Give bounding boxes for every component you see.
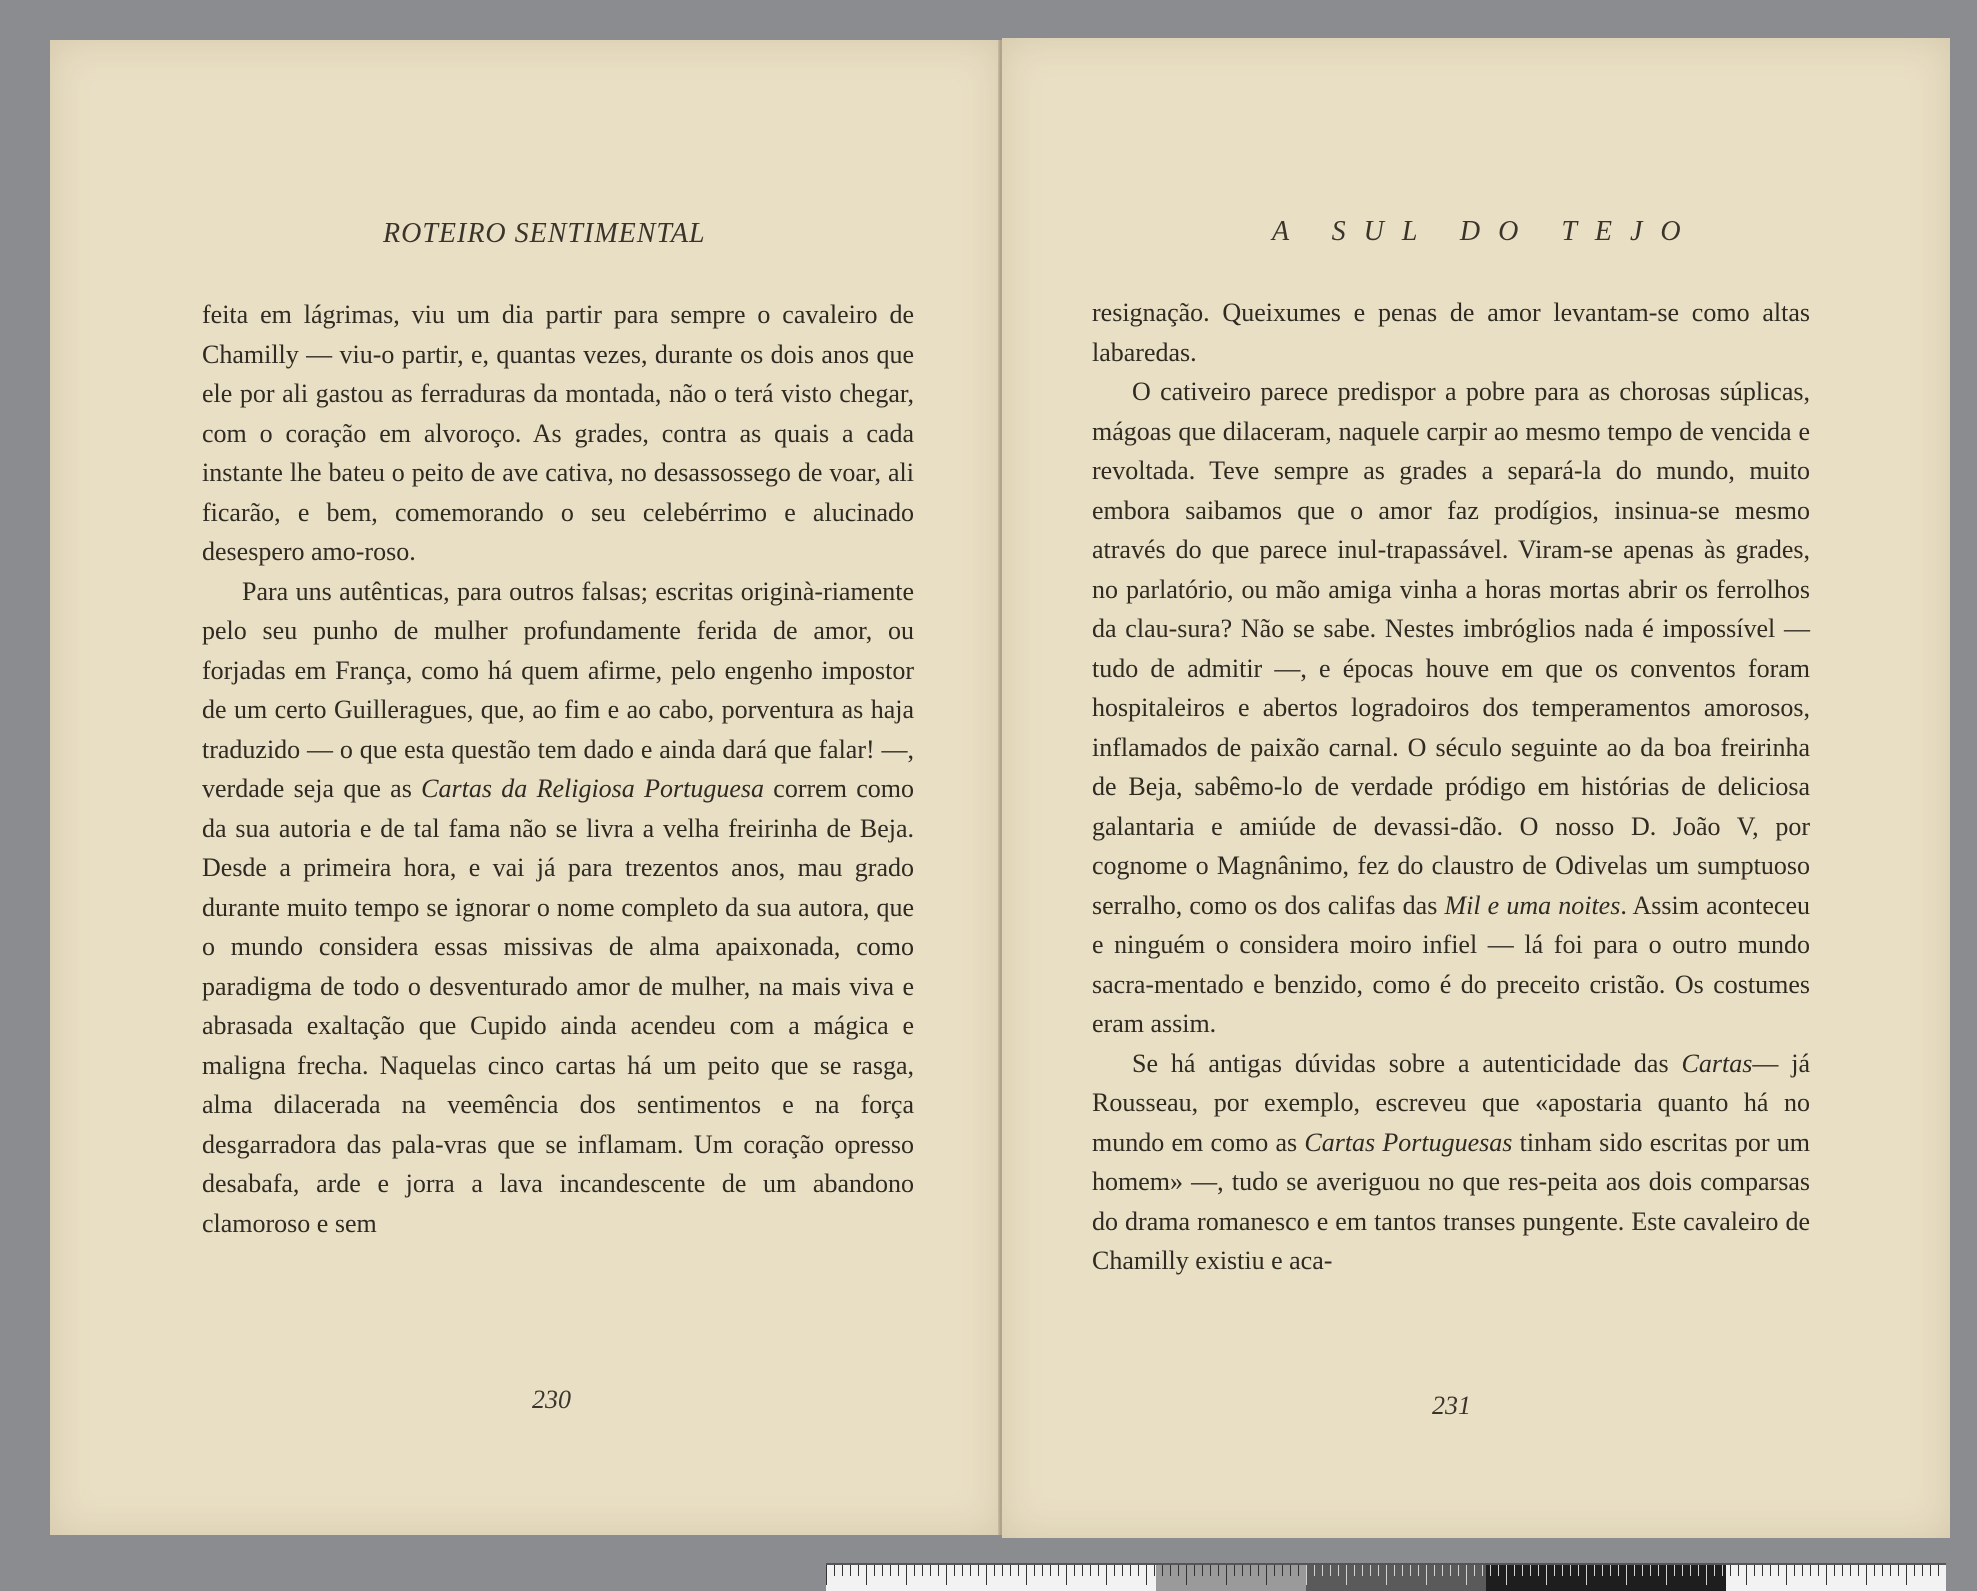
ruler-tick	[1394, 1565, 1395, 1576]
ruler-tick	[1026, 1565, 1027, 1585]
ruler-shade-block	[1306, 1565, 1486, 1591]
ruler-tick	[1106, 1565, 1107, 1585]
ruler-tick	[1098, 1565, 1099, 1576]
ruler-tick	[938, 1565, 939, 1576]
ruler-tick	[1538, 1565, 1539, 1576]
ruler-tick	[1066, 1565, 1067, 1585]
ruler-tick	[1858, 1565, 1859, 1576]
ruler-tick	[1506, 1565, 1507, 1585]
ruler-tick	[1498, 1565, 1499, 1576]
ruler-tick	[1722, 1565, 1723, 1576]
scale-ruler	[826, 1563, 1946, 1591]
ruler-tick	[1650, 1565, 1651, 1576]
ruler-tick	[1578, 1565, 1579, 1576]
ruler-tick	[1034, 1565, 1035, 1576]
ruler-tick	[1706, 1565, 1707, 1585]
book-title-cartas: Cartas	[1681, 1048, 1753, 1078]
ruler-tick	[1218, 1565, 1219, 1576]
ruler-tick	[898, 1565, 899, 1576]
ruler-tick	[1794, 1565, 1795, 1576]
ruler-tick	[994, 1565, 995, 1576]
ruler-tick	[1266, 1565, 1267, 1585]
ruler-tick	[1658, 1565, 1659, 1576]
ruler-tick	[1146, 1565, 1147, 1585]
ruler-tick	[1042, 1565, 1043, 1576]
ruler-tick	[1434, 1565, 1435, 1576]
ruler-tick	[1466, 1565, 1467, 1585]
page-number-left: 230	[532, 1385, 571, 1414]
ruler-tick	[1770, 1565, 1771, 1576]
ruler-tick	[1898, 1565, 1899, 1576]
ruler-tick	[1698, 1565, 1699, 1576]
ruler-tick	[1082, 1565, 1083, 1576]
ruler-tick	[1050, 1565, 1051, 1576]
right-paragraph-3: Se há antigas dúvidas sobre a autenticidade das Cartas— já Rousseau, por exemplo, escreveu que «apostaria quanto há no mundo em como as Cartas Portuguesas tinham sido escritas por um homem» —, tudo se averiguou no que res-peita aos dois comparsas do drama romanesco e em tantos transes pungente. Este cavaleiro de Chamilly existiu e aca-	[1092, 1048, 1811, 1275]
ruler-tick	[1626, 1565, 1627, 1585]
ruler-tick	[1810, 1565, 1811, 1576]
ruler-tick	[1074, 1565, 1075, 1576]
ruler-tick	[946, 1565, 947, 1585]
ruler-tick	[1922, 1565, 1923, 1576]
ruler-tick	[1906, 1565, 1907, 1585]
ruler-tick	[1490, 1565, 1491, 1576]
ruler-tick	[1002, 1565, 1003, 1576]
right-paragraph-2: O cativeiro parece predispor a pobre para as chorosas súplicas, mágoas que dilaceram, naquele carpir ao mesmo tempo de vencida e revoltada. Teve sempre as grades a separá-la do mundo, muito embora saibamos que o amor faz prodígios, insinua-se mesmo através do que parece inul-trapassável. Viram-se apenas às grades, no parlatório, ou mão amiga vinha a horas mortas abrir os ferrolhos da clau-sura? Não se sabe. Nestes imbróglios nada é impossível — tudo de admitir —, e épocas houve em que os conventos foram hospitaleiros e abertos logradoiros dos temperamentos amorosos, inflamados de paixão carnal. O século seguinte ao da boa freirinha de Beja, sabêmo-lo de verdade pródigo em histórias de deliciosa galantaria e amiúde de devassi-dão. O nosso D. João V, por cognome o Magnânimo, fez do claustro de Odivelas um sumptuoso serralho, como os dos califas das Mil e uma noites. Assim aconteceu e ninguém o considera moiro infiel — lá foi para o outro mundo sacra-mentado e benzido, como é do preceito cristão. Os costumes eram assim.	[1092, 377, 1811, 1038]
ruler-tick	[1426, 1565, 1427, 1585]
page-number-right: 231	[1432, 1391, 1471, 1420]
ruler-tick	[1842, 1565, 1843, 1576]
book-title-mil-e-uma-noites: Mil e uma noites	[1444, 890, 1621, 920]
ruler-tick	[1786, 1565, 1787, 1585]
ruler-tick	[1914, 1565, 1915, 1576]
ruler-tick	[1818, 1565, 1819, 1576]
ruler-tick	[1298, 1565, 1299, 1576]
ruler-tick	[1242, 1565, 1243, 1576]
left-page-body	[202, 295, 914, 1243]
ruler-tick	[866, 1565, 867, 1585]
ruler-tick	[1618, 1565, 1619, 1576]
ruler-tick	[1130, 1565, 1131, 1576]
ruler-tick	[1354, 1565, 1355, 1576]
ruler-tick	[954, 1565, 955, 1576]
ruler-tick	[1546, 1565, 1547, 1585]
right-page	[1002, 38, 1950, 1538]
ruler-tick	[1202, 1565, 1203, 1576]
ruler-tick	[1306, 1565, 1307, 1585]
ruler-tick	[1194, 1565, 1195, 1576]
ruler-tick	[1562, 1565, 1563, 1576]
ruler-tick	[1410, 1565, 1411, 1576]
ruler-tick	[1114, 1565, 1115, 1576]
ruler-tick	[1754, 1565, 1755, 1576]
ruler-tick	[1522, 1565, 1523, 1576]
left-paragraph-2: Para uns autênticas, para outros falsas; escritas originà-riamente pelo seu punho de mulher profundamente ferida de amor, ou forjadas em França, como há quem afirme, pelo engenho impostor de um certo Guilleragues, que, ao fim e ao cabo, porventura as haja traduzido — o que esta questão tem dado e ainda dará que falar! —, verdade seja que as Cartas da Religiosa Portuguesa correm como da sua autoria e de tal fama não se livra a velha freirinha de Beja. Desde a primeira hora, e vai já para trezentos anos, mau grado durante muito tempo se ignorar o nome completo da sua autora, que o mundo considera essas missivas de alma apaixonada, como paradigma de todo o desventurado amor de mulher, na mais viva e abrasada exaltação que Cupido ainda acendeu com a mágica e maligna frecha. Naquelas cinco cartas há um peito que se rasga, alma dilacerada na veemência dos sentimentos e na força desgarradora das pala-vras que se inflamam. Um coração opresso desabafa, arde e jorra a lava incandescente de um abandono clamoroso e sem	[202, 576, 914, 1238]
book-title-cartas-portuguesas: Cartas Portuguesas	[1304, 1127, 1513, 1157]
ruler-tick	[1442, 1565, 1443, 1576]
ruler-tick	[882, 1565, 883, 1576]
ruler-tick	[1330, 1565, 1331, 1576]
ruler-tick	[1826, 1565, 1827, 1585]
ruler-tick	[1186, 1565, 1187, 1585]
ruler-tick	[1730, 1565, 1731, 1576]
ruler-tick	[1642, 1565, 1643, 1576]
ruler-tick	[1338, 1565, 1339, 1576]
ruler-tick	[1482, 1565, 1483, 1576]
ruler-tick	[1386, 1565, 1387, 1585]
ruler-tick	[1714, 1565, 1715, 1576]
ruler-tick	[1554, 1565, 1555, 1576]
ruler-tick	[1122, 1565, 1123, 1576]
ruler-tick	[1474, 1565, 1475, 1576]
ruler-tick	[1346, 1565, 1347, 1585]
ruler-tick	[1610, 1565, 1611, 1576]
ruler-tick	[1418, 1565, 1419, 1576]
ruler-tick	[890, 1565, 891, 1576]
ruler-tick	[1282, 1565, 1283, 1576]
ruler-tick	[962, 1565, 963, 1576]
ruler-tick	[826, 1565, 827, 1585]
ruler-tick	[970, 1565, 971, 1576]
ruler-tick	[1530, 1565, 1531, 1576]
ruler-tick	[1162, 1565, 1163, 1576]
ruler-tick	[1514, 1565, 1515, 1576]
ruler-tick	[1890, 1565, 1891, 1576]
ruler-tick	[1850, 1565, 1851, 1576]
running-head-right: A SUL DO TEJO	[1272, 216, 1699, 247]
ruler-tick	[1802, 1565, 1803, 1576]
ruler-tick	[850, 1565, 851, 1576]
ruler-tick	[1762, 1565, 1763, 1576]
ruler-tick	[1874, 1565, 1875, 1576]
ruler-tick	[1258, 1565, 1259, 1576]
ruler-tick	[1746, 1565, 1747, 1585]
ruler-tick	[1930, 1565, 1931, 1576]
ruler-tick	[1250, 1565, 1251, 1576]
ruler-tick	[930, 1565, 931, 1576]
ruler-tick	[1290, 1565, 1291, 1576]
ruler-tick	[1866, 1565, 1867, 1585]
ruler-tick	[1570, 1565, 1571, 1576]
ruler-tick	[1178, 1565, 1179, 1576]
ruler-tick	[1210, 1565, 1211, 1576]
ruler-tick	[1450, 1565, 1451, 1576]
ruler-tick	[1882, 1565, 1883, 1576]
ruler-tick	[1138, 1565, 1139, 1576]
ruler-tick	[1738, 1565, 1739, 1576]
ruler-tick	[906, 1565, 907, 1585]
ruler-tick	[1378, 1565, 1379, 1576]
ruler-tick	[1226, 1565, 1227, 1585]
ruler-tick	[1690, 1565, 1691, 1576]
ruler-tick	[1634, 1565, 1635, 1576]
ruler-tick	[1170, 1565, 1171, 1576]
ruler-tick	[1058, 1565, 1059, 1576]
ruler-tick	[1274, 1565, 1275, 1576]
ruler-tick	[1154, 1565, 1155, 1576]
ruler-tick	[1834, 1565, 1835, 1576]
ruler-tick	[834, 1565, 835, 1576]
right-page-body	[1092, 293, 1810, 1281]
ruler-tick	[842, 1565, 843, 1576]
ruler-tick	[922, 1565, 923, 1576]
ruler-tick	[1594, 1565, 1595, 1576]
ruler-tick	[1778, 1565, 1779, 1576]
ruler-tick	[1314, 1565, 1315, 1576]
ruler-tick	[1682, 1565, 1683, 1576]
ruler-tick	[858, 1565, 859, 1576]
ruler-tick	[1370, 1565, 1371, 1576]
ruler-tick	[1458, 1565, 1459, 1576]
ruler-tick	[1666, 1565, 1667, 1585]
ruler-tick	[978, 1565, 979, 1576]
ruler-tick	[1090, 1565, 1091, 1576]
ruler-tick	[874, 1565, 875, 1576]
ruler-tick	[1362, 1565, 1363, 1576]
right-paragraph-1: resignação. Queixumes e penas de amor levantam-se como altas labaredas.	[1092, 298, 1810, 367]
ruler-tick	[914, 1565, 915, 1576]
ruler-tick	[1586, 1565, 1587, 1585]
ruler-tick	[1322, 1565, 1323, 1576]
book-title-cartas-religiosa: Cartas da Religiosa Portuguesa	[421, 774, 764, 803]
running-head-left: ROTEIRO SENTIMENTAL	[383, 218, 706, 249]
ruler-tick	[1010, 1565, 1011, 1576]
left-paragraph-1: feita em lágrimas, viu um dia partir para sempre o cavaleiro de Chamilly — viu-o partir, e, quantas vezes, durante os dois anos que ele por ali gastou as ferraduras da montada, não o terá visto chegar, com o coração em alvoroço. As grades, contra as quais a cada instante lhe bateu o peito de ave cativa, no desassossego de voar, ali ficarão, e bem, comemorando o seu celebérrimo e alucinado desespero amo-roso.	[202, 300, 914, 566]
ruler-tick	[1402, 1565, 1403, 1576]
ruler-tick	[1602, 1565, 1603, 1576]
ruler-tick	[1234, 1565, 1235, 1576]
ruler-tick	[1018, 1565, 1019, 1576]
ruler-tick	[1938, 1565, 1939, 1576]
ruler-tick	[1674, 1565, 1675, 1576]
left-page	[50, 40, 1002, 1535]
ruler-tick	[986, 1565, 987, 1585]
